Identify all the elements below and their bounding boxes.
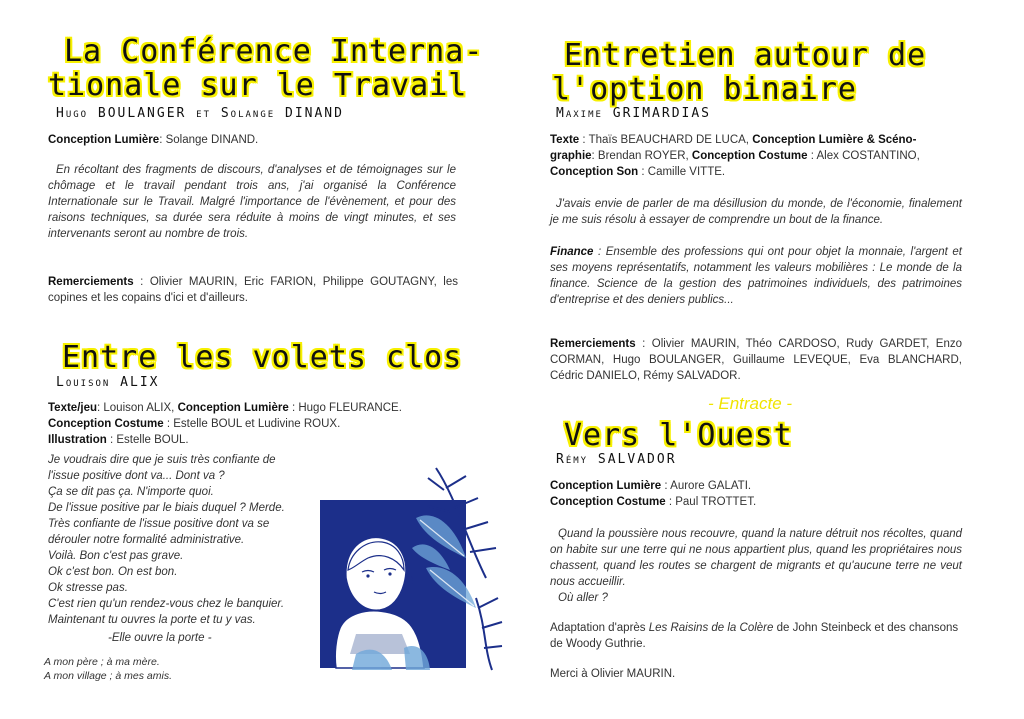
- body-conference: En récoltant des fragments de discours, d'analyses et de témoignages sur le chômage et le travail pendant trois ans, j'ai organisé la Conférence Internationale sur le Travail. Malgré l'importance de l'évènement, et pour des raisons techniques, sa durée sera réduite à moins de vingt minutes, et ses intervenants seront au nombre de trois.: [48, 164, 456, 240]
- poem-line: Ça se dit pas ça. N'importe quoi.: [48, 486, 214, 498]
- poem-line: Très confiante de l'issue positive dont va se: [48, 518, 270, 530]
- poem-line: De l'issue positive par le biais duquel ? Merde.: [48, 502, 285, 514]
- finance-label: Finance: [550, 246, 594, 258]
- credit-line-1: [550, 132, 920, 148]
- title-volets: Entre les volets clos: [62, 340, 463, 375]
- credit-label: Conception Lumière: [550, 480, 662, 492]
- credit-value: : Estelle BOUL et Ludivine ROUX.: [166, 418, 341, 430]
- poem-line: Voilà. Bon c'est pas grave.: [48, 550, 184, 562]
- adaptation: [550, 620, 962, 652]
- entracte: - Entracte -: [708, 394, 793, 413]
- right-page: [512, 0, 1024, 719]
- title-entretien-l1: Entretien autour de: [564, 38, 927, 73]
- adaptation-prefix: Adaptation d'après: [550, 622, 646, 634]
- poem: [48, 452, 318, 628]
- credit-line-2: [550, 494, 756, 510]
- poem-line: Ok c'est bon. On est bon.: [48, 566, 178, 578]
- poem-line: dérouler notre formalité administrative.: [48, 534, 245, 546]
- author-conference: Hugo BOULANGER et Solange DINAND: [56, 106, 344, 121]
- credit-line-3: [48, 432, 402, 448]
- credit-line-1: [550, 478, 756, 494]
- thanks-conference: [48, 274, 458, 306]
- title-ouest: Vers l'Ouest: [564, 418, 793, 453]
- finance-text: : Ensemble des professions qui ont pour objet la monnaie, l'argent et ses moyens représentatifs, notamment les valeurs mobilières : Le monde de la finance. Science de la gestion des patrimoines individuels, des patrimoines d'entreprise et des deniers publics...: [550, 246, 962, 306]
- credit-line-2: [48, 416, 402, 432]
- credit-value: : Aurore GALATI.: [664, 480, 752, 492]
- credit-label: Conception Son: [550, 166, 639, 178]
- credit-line-1: [48, 400, 402, 416]
- thanks-value: : Olivier MAURIN, Théo CARDOSO, Rudy GARDET, Enzo CORMAN, Hugo BOULANGER, Guillaume LEVEQUE, Eva BLANCHARD, Cédric DANIELO, Rémy SALVADOR.: [550, 338, 962, 382]
- woman-with-palm-leaves-illustration-icon: [316, 458, 506, 678]
- credit-label: Conception Costume: [550, 496, 666, 508]
- finance-definition: [550, 244, 962, 308]
- credit-value: : Camille VITTE.: [641, 166, 726, 178]
- dedication-2: A mon village ; à mes amis.: [44, 670, 172, 682]
- credit-line-2: [550, 148, 920, 164]
- poem-line: Ok stresse pas.: [48, 582, 128, 594]
- credit-value: : Solange DINAND.: [159, 134, 259, 146]
- credits-ouest: [550, 478, 756, 510]
- title-conference-l2: tionale sur le Travail: [48, 68, 468, 103]
- credit-label: Texte: [550, 134, 580, 146]
- credit-label: Conception Lumière: [48, 134, 160, 146]
- credits-volets: [48, 400, 402, 448]
- body-ouest: Quand la poussière nous recouvre, quand la nature détruit nos récoltes, quand on habite sur une terre qui ne nous appartient plus, quand les propriétaires nous chassent, quand les routes se chargent de migrants et qu'aucune terre ne veut nous accueillir.: [550, 528, 962, 588]
- credit-value: : Alex COSTANTINO,: [810, 150, 920, 162]
- stage-direction: -Elle ouvre la porte -: [108, 632, 212, 644]
- body-ouest-end: Où aller ?: [558, 592, 608, 604]
- credits-entretien: [550, 132, 920, 180]
- poem-line: l'issue positive dont va... Dont va ?: [48, 470, 225, 482]
- credit-value: : Thaïs BEAUCHARD DE LUCA,: [582, 134, 749, 146]
- author-volets: Louison ALIX: [56, 375, 160, 390]
- credit-value: : Louison ALIX,: [97, 402, 175, 414]
- thanks-entretien: [550, 336, 962, 384]
- dedication-1: A mon père ; à ma mère.: [44, 656, 160, 668]
- poem-line: C'est rien qu'un rendez-vous chez le banquier.: [48, 598, 285, 610]
- credit-label: Conception Lumière: [177, 402, 289, 414]
- credit-label: Conception Costume: [691, 150, 808, 162]
- adaptation-book: Les Raisins de la Colère: [648, 622, 774, 634]
- credit-value: : Estelle BOUL.: [109, 434, 189, 446]
- credit-line-3: [550, 164, 920, 180]
- adaptation-suffix: de John Steinbeck et des chansons de Woody Guthrie.: [550, 622, 959, 650]
- credit-value: : Paul TROTTET.: [668, 496, 757, 508]
- thanks-value: : Olivier MAURIN, Eric FARION, Philippe GOUTAGNY, les copines et les copains d'ici et d'ailleurs.: [48, 276, 458, 304]
- poem-line: Je voudrais dire que je suis très confiante de: [48, 454, 276, 466]
- title-entretien-l2: l'option binaire: [552, 72, 857, 107]
- credit-label: Texte/jeu: [48, 402, 97, 414]
- poem-line: Maintenant tu ouvres la porte et tu y vas.: [48, 614, 256, 626]
- credit-label: Conception Lumière & Scéno-: [752, 134, 917, 146]
- thanks-label: Remerciements: [48, 276, 134, 288]
- thanks-label: Remerciements: [550, 338, 636, 350]
- credit-value: : Hugo FLEURANCE.: [291, 402, 402, 414]
- title-conference-l1: La Conférence Interna-: [64, 34, 484, 69]
- credit-value: : Brendan ROYER,: [591, 150, 689, 162]
- credit-conference: [48, 132, 468, 148]
- author-ouest: Rémy SALVADOR: [556, 452, 677, 467]
- body-entretien: J'avais envie de parler de ma désillusion du monde, de l'économie, finalement je me suis résolu à essayer de comprendre un bout de la finance.: [550, 198, 962, 226]
- credit-label: graphie: [550, 150, 592, 162]
- credit-label: Illustration: [48, 434, 107, 446]
- author-entretien: Maxime GRIMARDIAS: [556, 106, 712, 121]
- merci: Merci à Olivier MAURIN.: [550, 668, 676, 680]
- credit-label: Conception Costume: [48, 418, 164, 430]
